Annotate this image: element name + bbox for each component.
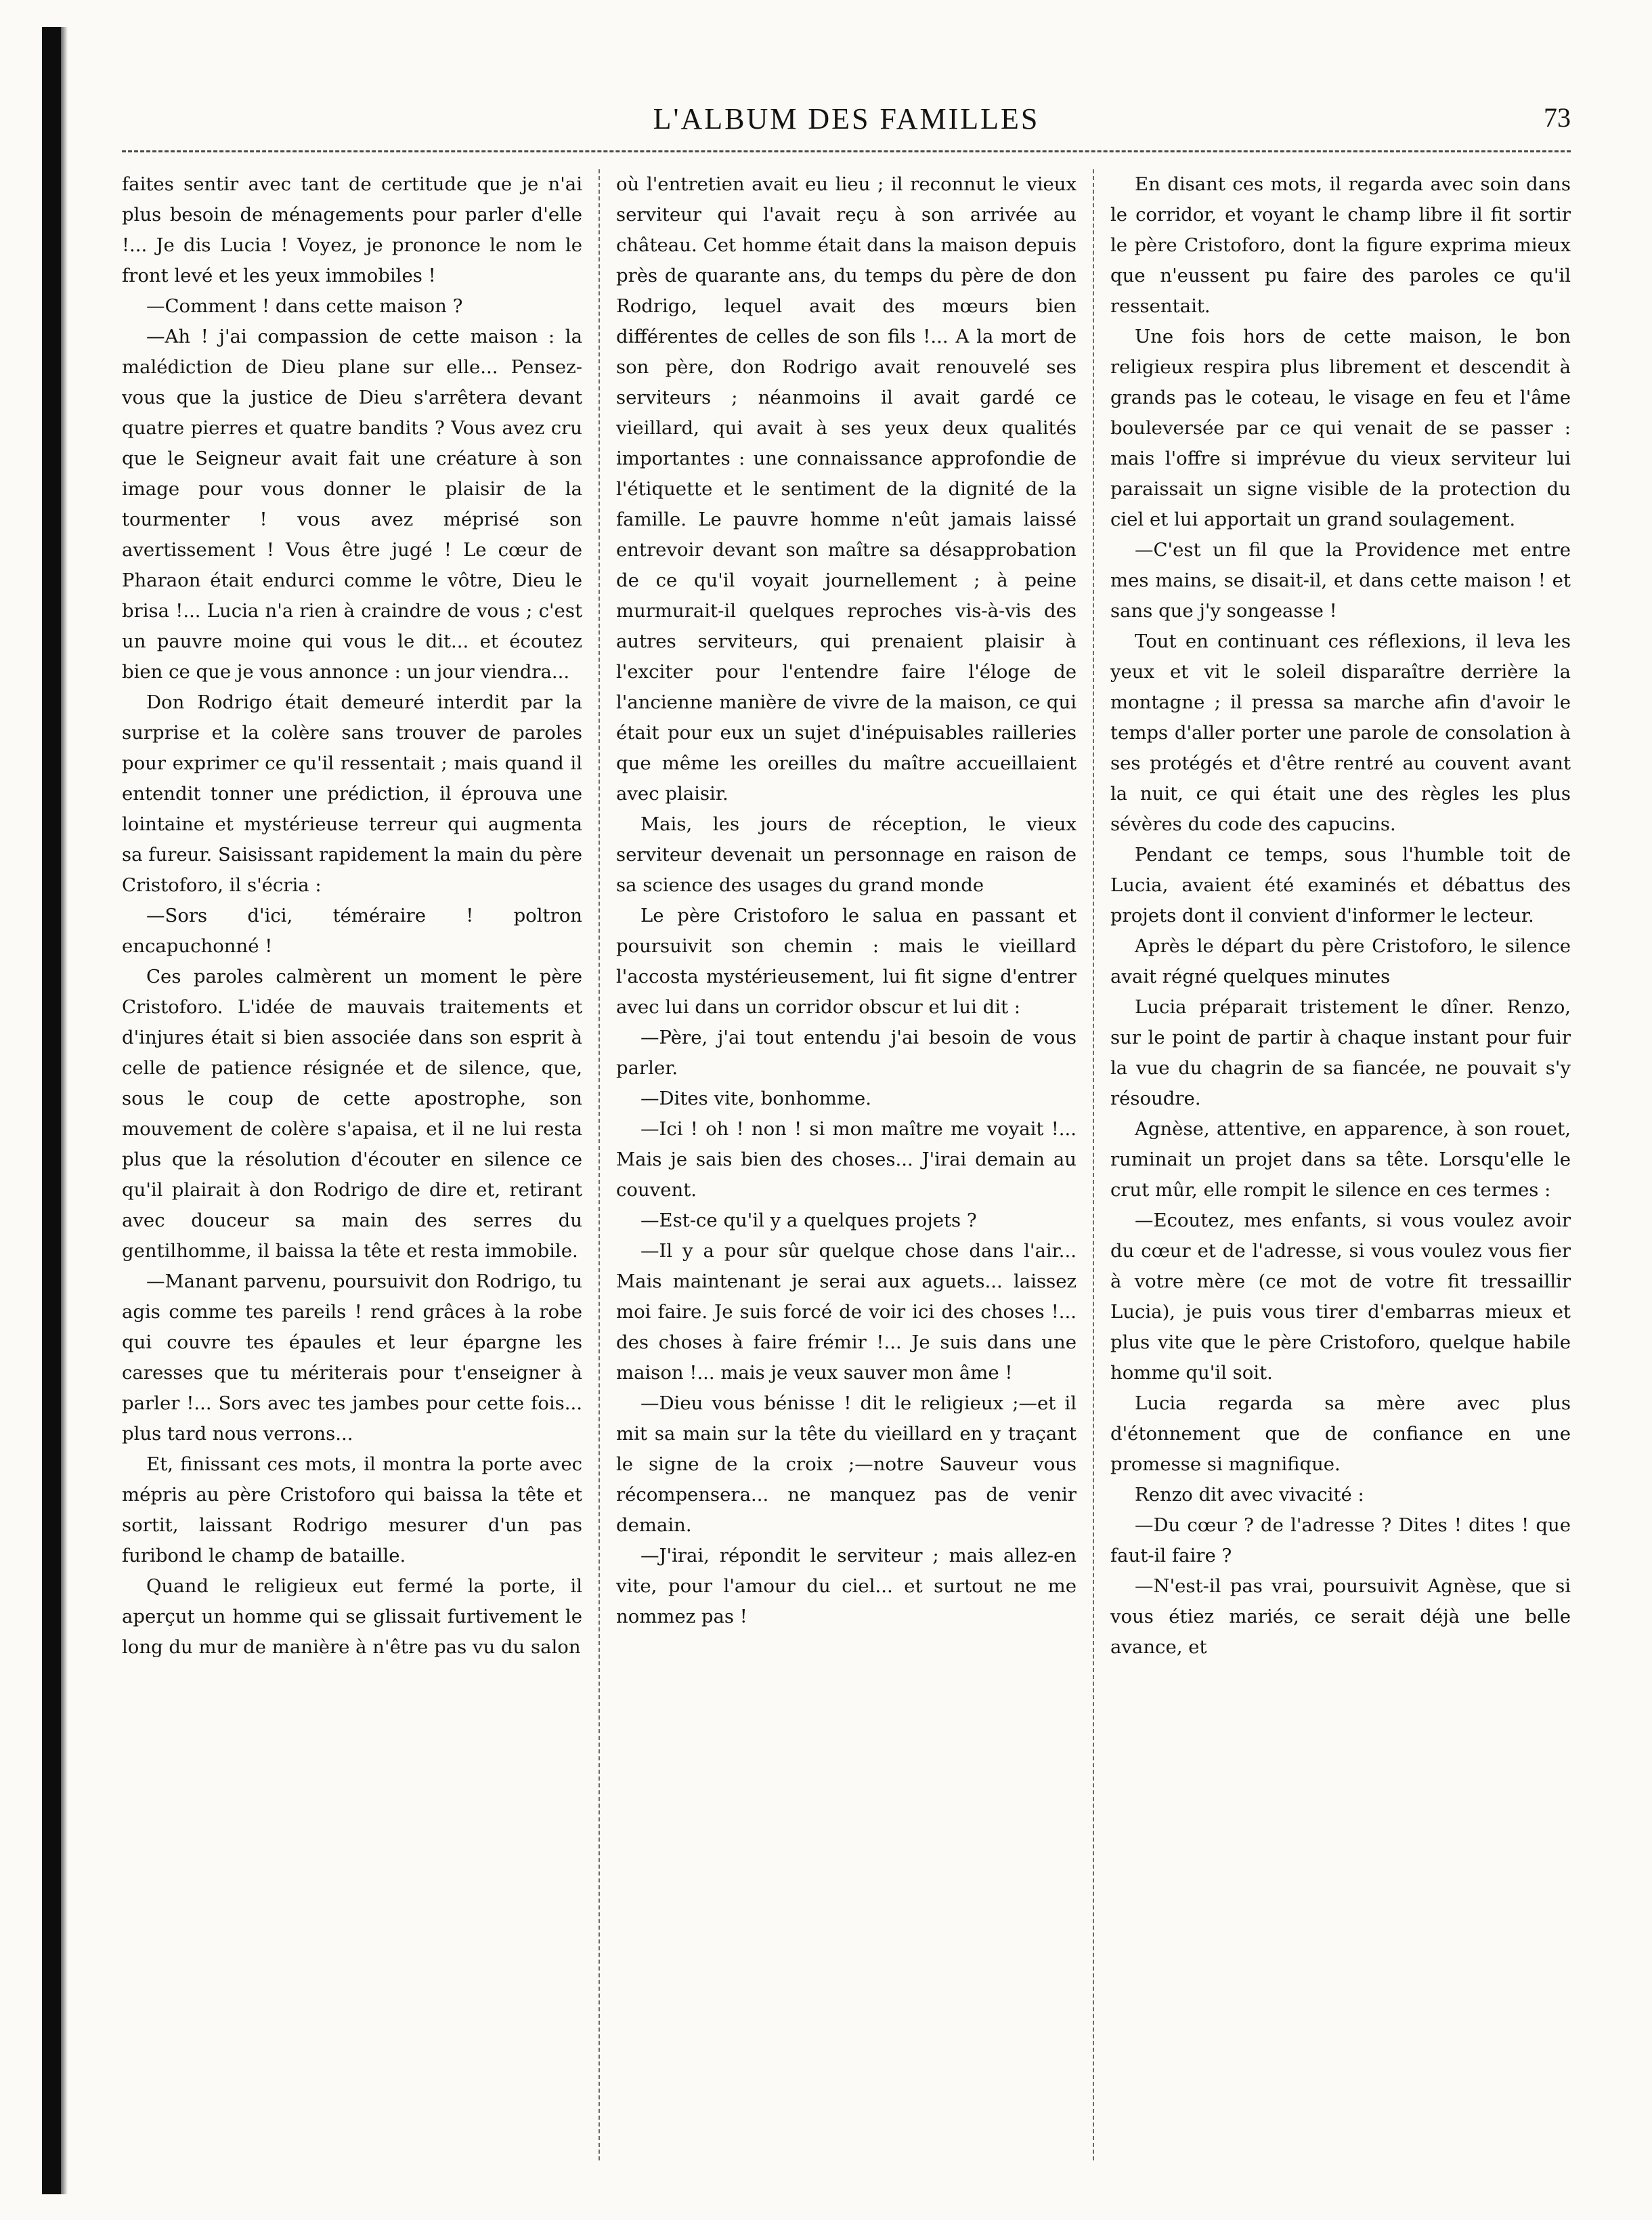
paragraph: Lucia préparait tristement le dîner. Renzo, sur le point de partir à chaque instant pour fuir la vue du chagrin de sa fiancée, ne pouvait s'y résoudre.: [1110, 996, 1571, 1109]
paragraph: Et, finissant ces mots, il montra la porte avec mépris au père Cristoforo qui baissa la tête et sortit, laissant Rodrigo mesurer d'un pas furibond le champ de bataille.: [122, 1453, 582, 1566]
column-middle: [616, 169, 1077, 2160]
paragraph: Don Rodrigo était demeuré interdit par la surprise et la colère sans trouver de paroles pour exprimer ce qu'il ressentait ; mais quand il entendit tonner une prédiction, il éprouva une lointaine et mystérieuse terreur qui augmenta sa fureur. Saisissant rapidement la main du père Cristoforo, il s'écria :: [122, 691, 582, 896]
paragraph: —Ici ! oh ! non ! si mon maître me voyait !... Mais je sais bien des choses... J'irai demain au couvent.: [616, 1118, 1077, 1201]
paragraph: Lucia regarda sa mère avec plus d'étonnement que de confiance en une promesse si magnifique.: [1110, 1392, 1571, 1475]
paragraph: —Il y a pour sûr quelque chose dans l'air... Mais maintenant je serai aux aguets... laissez moi faire. Je suis forcé de voir ici des choses !... des choses à faire frémir !... Je suis dans une maison !... mais je veux sauver mon âme !: [616, 1240, 1077, 1384]
paragraph: —Comment ! dans cette maison ?: [146, 295, 463, 317]
paragraph: Tout en continuant ces réflexions, il leva les yeux et vit le soleil disparaître derrière la montagne ; il pressa sa marche afin d'avoir le temps d'aller porter une parole de consolation à ses protégés et d'être rentré au couvent avant la nuit, ce qui était une des règles les plus sévères du code des capucins.: [1110, 631, 1571, 835]
column-right: [1110, 169, 1571, 2160]
paragraph: —Ecoutez, mes enfants, si vous voulez avoir du cœur et de l'adresse, si vous voulez vous fier à votre mère (ce mot de votre fit tressaillir Lucia), je puis vous tirer d'embarras mieux et plus vite que le père Cristoforo, quelque habile homme qu'il soit.: [1110, 1210, 1571, 1384]
header-rule: [122, 150, 1571, 152]
paragraph: Renzo dit avec vivacité :: [1135, 1484, 1364, 1506]
paragraph: Mais, les jours de réception, le vieux serviteur devenait un personnage en raison de sa science des usages du grand monde: [616, 813, 1077, 896]
paragraph: En disant ces mots, il regarda avec soin dans le corridor, et voyant le champ libre il fit sortir le père Cristoforo, dont la figure exprima mieux que n'eussent pu faire des paroles ce qu'il ressentait.: [1110, 173, 1571, 317]
paragraph: —Père, j'ai tout entendu j'ai besoin de vous parler.: [616, 1027, 1077, 1079]
column-divider: [599, 169, 600, 2160]
paragraph: faites sentir avec tant de certitude que je n'ai plus besoin de ménagements pour parler d'elle !... Je dis Lucia ! Voyez, je prononce le nom le front levé et les yeux immobiles !: [122, 173, 582, 286]
paragraph: —C'est un fil que la Providence met entre mes mains, se disait-il, et dans cette maison ! et sans que j'y songeasse !: [1110, 539, 1571, 622]
paragraph: Ces paroles calmèrent un moment le père Cristoforo. L'idée de mauvais traitements et d'injures était si bien associée dans son esprit à celle de patience résignée et de silence, que, sous le coup de cette apostrophe, son mouvement de colère s'apaisa, et il ne lui resta plus que la résolution d'écouter en silence ce qu'il plairait à don Rodrigo de dire et, retirant avec douceur sa main des serres du gentilhomme, il baissa la tête et resta immobile.: [122, 966, 582, 1262]
paragraph: —Est-ce qu'il y a quelques projets ?: [640, 1210, 977, 1231]
text-columns: [122, 169, 1571, 2160]
paragraph: —Sors d'ici, téméraire ! poltron encapuchonné !: [122, 905, 582, 957]
column-divider: [1093, 169, 1094, 2160]
paragraph: —J'irai, répondit le serviteur ; mais allez-en vite, pour l'amour du ciel... et surtout ne me nommez pas !: [616, 1545, 1077, 1627]
paragraph: —N'est-il pas vrai, poursuivit Agnèse, que si vous étiez mariés, ce serait déjà une belle avance, et: [1110, 1575, 1571, 1658]
paragraph: —Ah ! j'ai compassion de cette maison : la malédiction de Dieu plane sur elle... Pensez-vous que la justice de Dieu s'arrêtera devant quatre pierres et quatre bandits ? Vous avez cru que le Seigneur avait fait une créature à son image pour vous donner le plaisir de la tourmenter ! vous avez méprisé son avertissement ! Vous être jugé ! Le cœur de Pharaon était endurci comme le vôtre, Dieu le brisa !... Lucia n'a rien à craindre de vous ; c'est un pauvre moine qui vous le dit... et écoutez bien ce que je vous annonce : un jour viendra...: [122, 326, 582, 683]
paragraph: Après le départ du père Cristoforo, le silence avait régné quelques minutes: [1110, 935, 1571, 987]
paragraph: Agnèse, attentive, en apparence, à son rouet, ruminait un projet dans sa tête. Lorsqu'elle le crut mûr, elle rompit le silence en ces termes :: [1110, 1118, 1571, 1201]
column-left: [122, 169, 582, 2160]
paragraph: —Dites vite, bonhomme.: [640, 1088, 871, 1109]
paragraph: Quand le religieux eut fermé la porte, il aperçut un homme qui se glissait furtivement le long du mur de manière à n'être pas vu du salon: [122, 1575, 582, 1658]
page-number: 73: [1544, 102, 1571, 133]
paragraph: Le père Cristoforo le salua en passant et poursuivit son chemin : mais le vieillard l'accosta mystérieusement, lui fit signe d'entrer avec lui dans un corridor obscur et lui dit :: [616, 905, 1077, 1018]
page-header: [122, 95, 1571, 149]
paragraph: où l'entretien avait eu lieu ; il reconnut le vieux serviteur qui l'avait reçu à son arrivée au château. Cet homme était dans la maison depuis près de quarante ans, du temps du père de don Rodrigo, lequel avait des mœurs bien différentes de celles de son fils !... A la mort de son père, don Rodrigo avait renouvelé ses serviteurs ; néanmoins il avait gardé ce vieillard, qui avait à ses yeux deux qualités importantes : une connaissance approfondie de l'étiquette et le sentiment de la dignité de la famille. Le pauvre homme n'eût jamais laissé entrevoir devant son maître sa désapprobation de ce qu'il voyait journellement ; à peine murmurait-il quelques reproches vis-à-vis des autres serviteurs, qui prenaient plaisir à l'exciter pour l'entendre faire l'éloge de l'ancienne manière de vivre de la maison, ce qui était pour eux un sujet d'inépuisables railleries que même les oreilles du maître accueillaient avec plaisir.: [616, 173, 1077, 805]
paragraph: —Du cœur ? de l'adresse ? Dites ! dites ! que faut-il faire ?: [1110, 1514, 1571, 1566]
paragraph: —Manant parvenu, poursuivit don Rodrigo, tu agis comme tes pareils ! rend grâces à la robe qui couvre tes épaules et leur épargne les caresses que tu mériterais pour t'enseigner à parler !... Sors avec tes jambes pour cette fois... plus tard nous verrons...: [122, 1271, 582, 1445]
paragraph: Une fois hors de cette maison, le bon religieux respira plus librement et descendit à grands pas le coteau, le visage en feu et l'âme bouleversée par ce qui venait de se passer : mais l'offre si imprévue du vieux serviteur lui paraissait un signe visible de la protection du ciel et lui apportait un grand soulagement.: [1110, 326, 1571, 530]
paragraph: —Dieu vous bénisse ! dit le religieux ;—et il mit sa main sur la tête du vieillard en y traçant le signe de la croix ;—notre Sauveur vous récompensera... ne manquez pas de venir demain.: [616, 1392, 1077, 1536]
binding-shadow: [61, 27, 68, 2194]
running-title: L'ALBUM DES FAMILLES: [653, 102, 1040, 135]
paragraph: Pendant ce temps, sous l'humble toit de Lucia, avaient été examinés et débattus des projets dont il convient d'informer le lecteur.: [1110, 844, 1571, 926]
book-binding-edge: [42, 27, 61, 2194]
